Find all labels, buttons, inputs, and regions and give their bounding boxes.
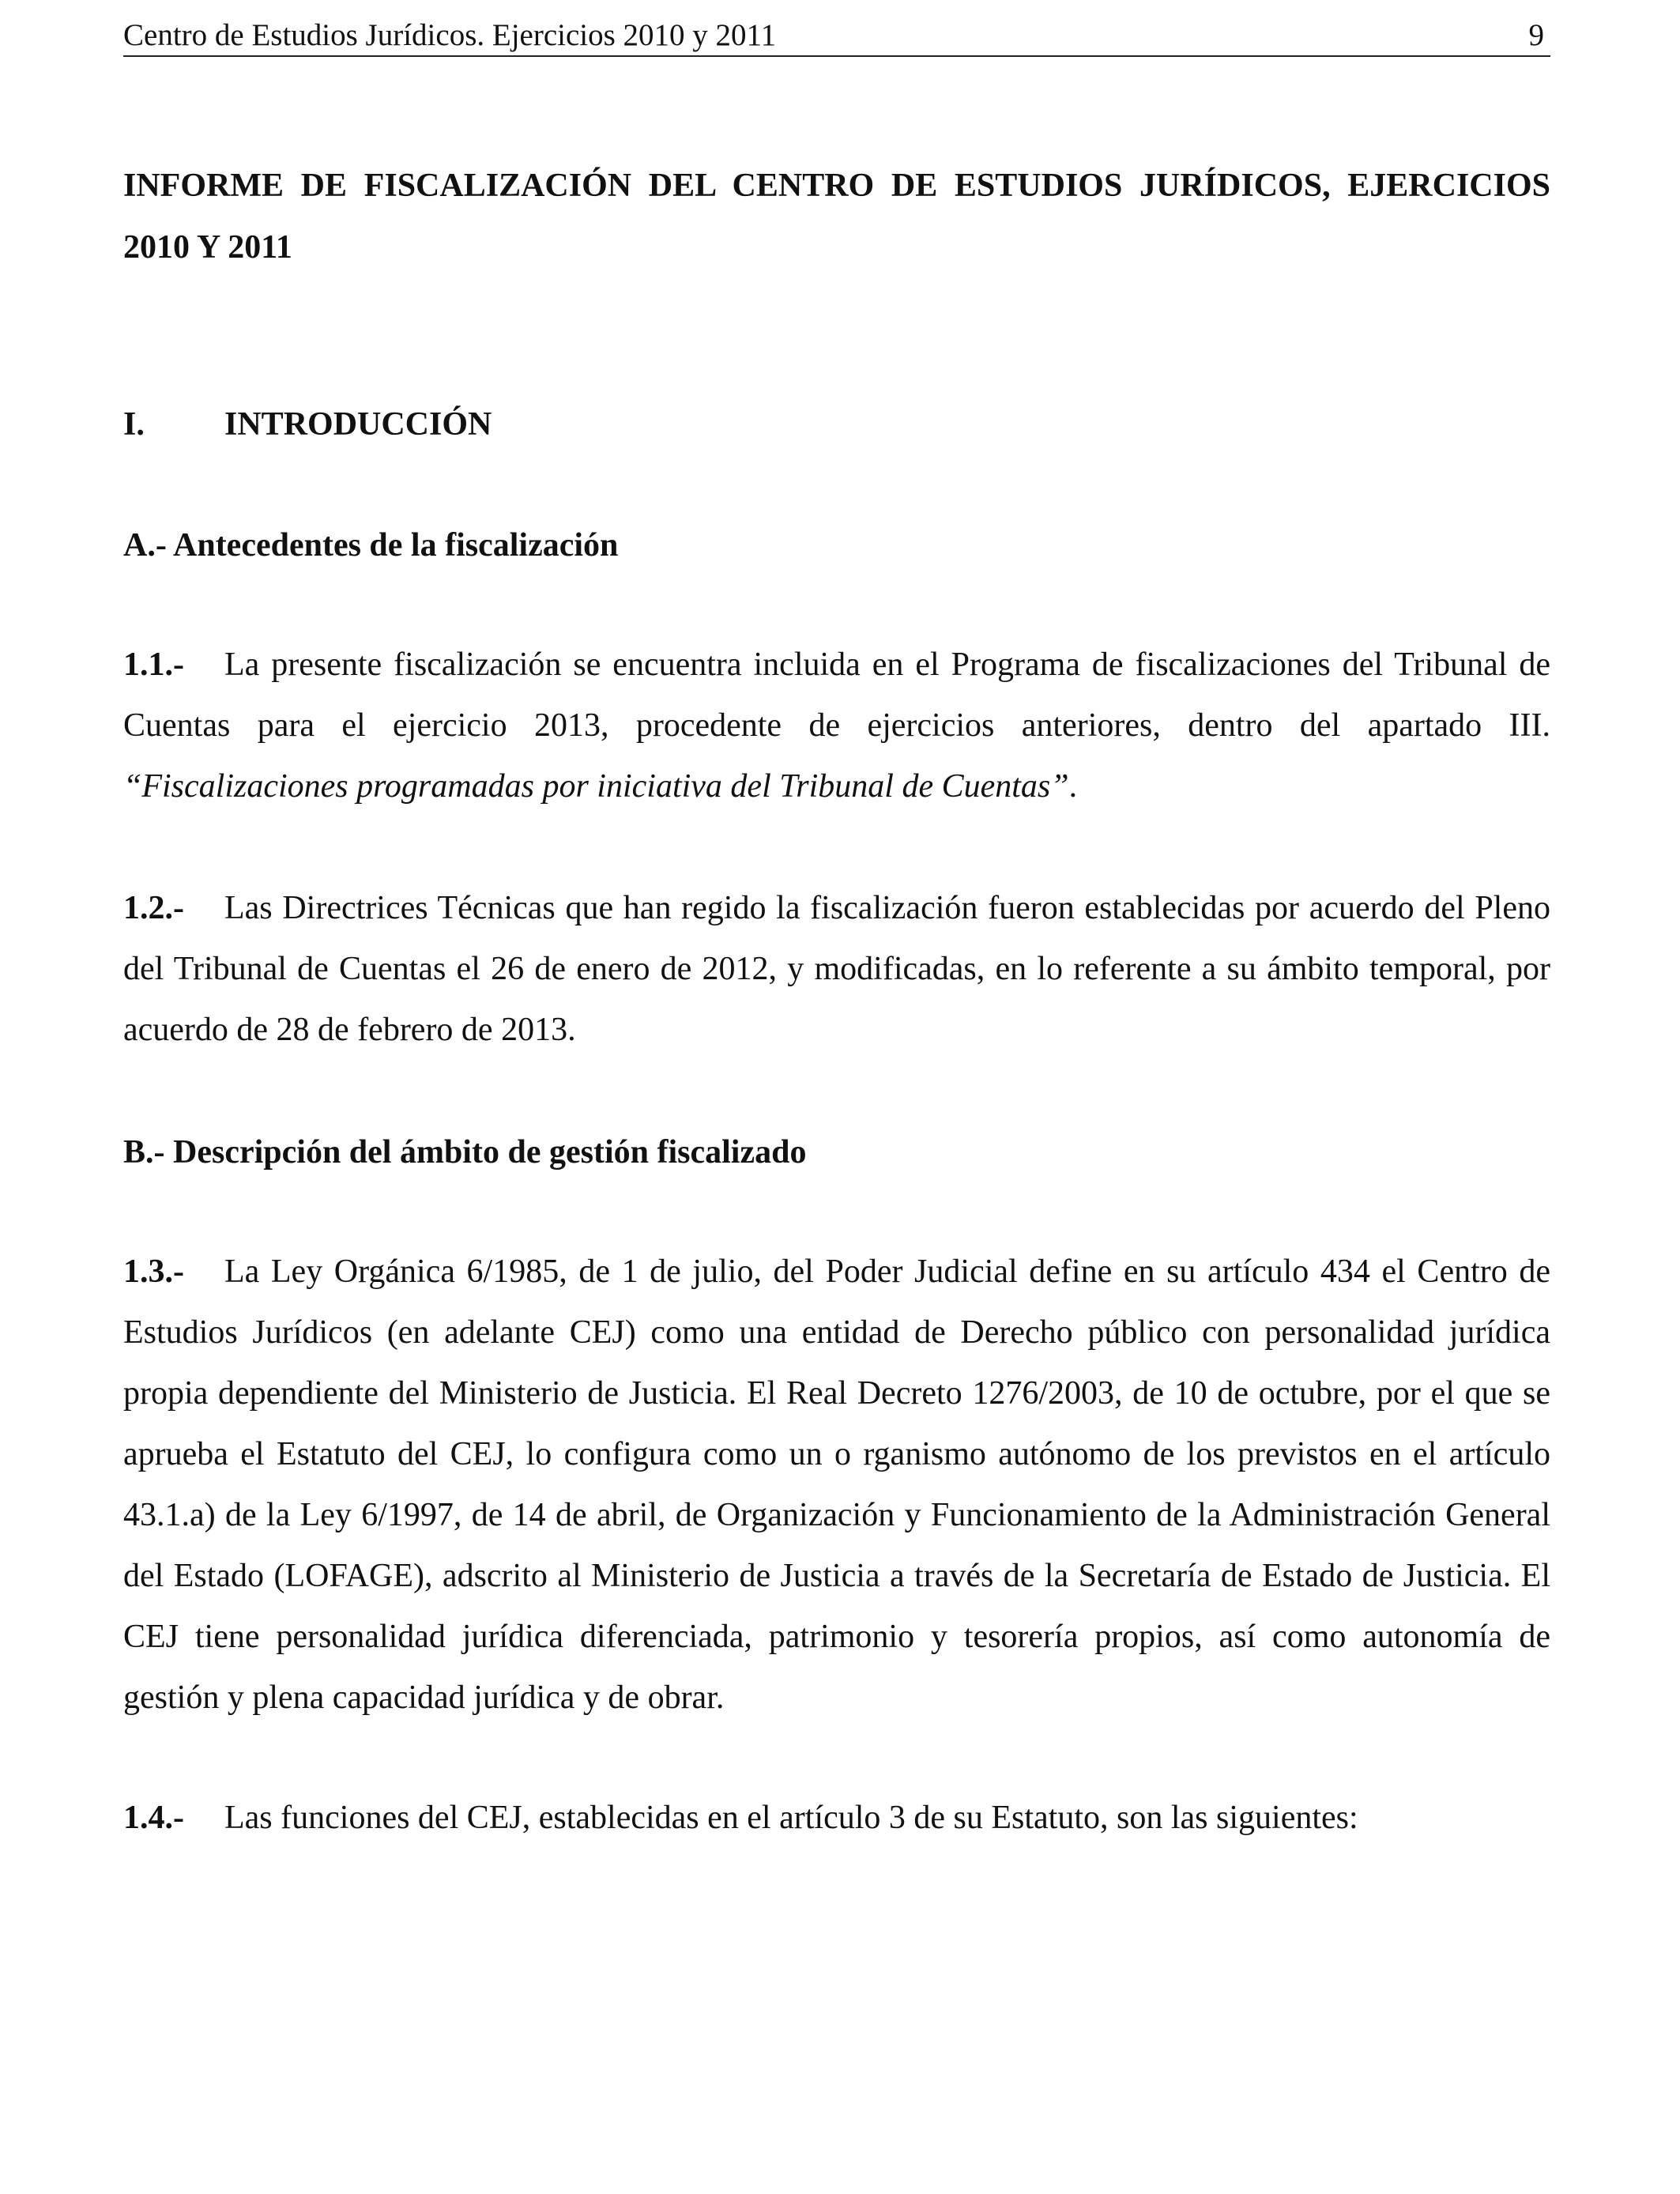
paragraph-number: 1.4.- [123,1800,184,1836]
paragraph-1-2 [123,878,1550,1061]
subsection-heading-descripcion: B.- Descripción del ámbito de gestión fiscalizado [123,1134,807,1171]
paragraph-text: La Ley Orgánica 6/1985, de 1 de julio, del Poder Judicial define en su artículo 434 el Centro de Estudios Jurídicos (en adelante CEJ) como una entidad de Derecho público con personalidad jurídica propia dependiente del Ministerio de Justicia. El Real Decreto 1276/2003, de 10 de octubre, por el que se aprueba el Estatuto del CEJ, lo configura como un o rganismo autónomo de los previstos en el artículo 43.1.a) de la Ley 6/1997, de 14 de abril, de Organización y Funcionamiento de la Administración General del Estado (LOFAGE), adscrito al Ministerio de Justicia a través de la Secretaría de Estado de Justicia. El CEJ tiene personalidad jurídica diferenciada, patrimonio y tesorería propios, así como autonomía de gestión y plena capacidad jurídica y de obrar. [123,1253,1550,1716]
paragraph-number: 1.2.- [123,890,184,926]
running-header [123,16,1550,57]
paragraph-text: La presente fiscalización se encuentra incluida en el Programa de fiscalizaciones del Tribunal de Cuentas para el ejercicio 2013, procedente de ejercicios anteriores, dentro del apartado III. [123,647,1550,744]
running-title: Centro de Estudios Jurídicos. Ejercicios 2010 y 2011 [123,18,777,52]
paragraph-text: Las funciones del CEJ, establecidas en el artículo 3 de su Estatuto, son las siguientes: [224,1800,1358,1836]
page-number: 9 [1528,18,1544,52]
section-heading-introduccion [123,405,492,444]
paragraph-number: 1.3.- [123,1253,184,1290]
paragraph-1-3 [123,1242,1550,1728]
paragraph-end: . [1068,768,1078,805]
quoted-program-title: “Fiscalizaciones programadas por iniciativa del Tribunal de Cuentas” [123,768,1069,805]
paragraph-1-1 [123,635,1550,817]
section-label: INTRODUCCIÓN [224,406,492,443]
subsection-heading-antecedentes: A.- Antecedentes de la fiscalización [123,527,619,564]
paragraph-1-4 [123,1788,1550,1849]
paragraph-number: 1.1.- [123,647,184,683]
report-title: INFORME DE FISCALIZACIÓN DEL CENTRO DE ESTUDIOS JURÍDICOS, EJERCICIOS 2010 Y 2011 [123,168,1550,266]
paragraph-text: Las Directrices Técnicas que han regido la fiscalización fueron establecidas por acuerdo del Pleno del Tribunal de Cuentas el 26 de enero de 2012, y modificadas, en lo referente a su ámbito temporal, por acuerdo de 28 de febrero de 2013. [123,890,1550,1048]
section-number: I. [123,406,145,443]
